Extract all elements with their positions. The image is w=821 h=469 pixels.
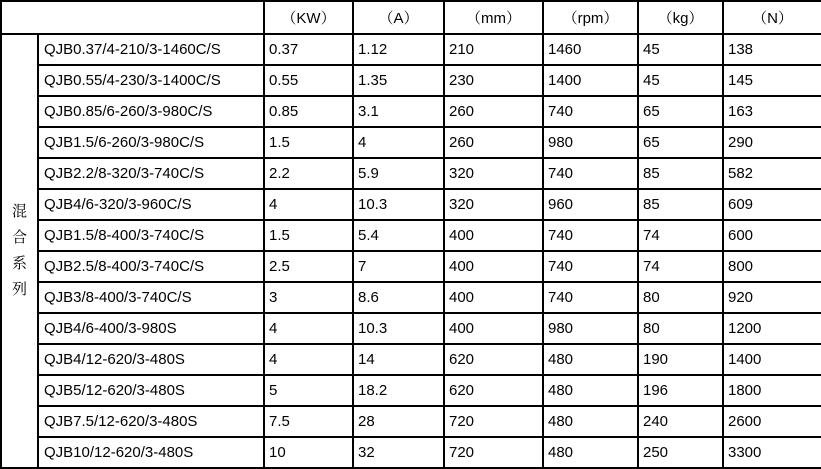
- table-row: [1, 158, 821, 189]
- value-cell-a: 10.3: [353, 189, 444, 220]
- value-cell-a: 28: [353, 406, 444, 437]
- model-cell: QJB0.37/4-210/3-1460C/S: [38, 34, 264, 65]
- value-cell-mm: 720: [444, 437, 543, 468]
- value-cell-kg: 196: [638, 375, 723, 406]
- value-cell-mm: 620: [444, 375, 543, 406]
- value-cell-kg: 74: [638, 220, 723, 251]
- value-cell-a: 14: [353, 344, 444, 375]
- value-cell-kw: 7.5: [264, 406, 353, 437]
- series-label-char: 系: [11, 255, 27, 272]
- value-cell-n: 800: [723, 251, 821, 282]
- value-cell-a: 1.12: [353, 34, 444, 65]
- model-cell: QJB2.2/8-320/3-740C/S: [38, 158, 264, 189]
- value-cell-rpm: 480: [543, 437, 638, 468]
- model-cell: QJB4/12-620/3-480S: [38, 344, 264, 375]
- value-cell-kg: 85: [638, 189, 723, 220]
- value-cell-kg: 240: [638, 406, 723, 437]
- value-cell-rpm: 980: [543, 127, 638, 158]
- model-cell: QJB10/12-620/3-480S: [38, 437, 264, 468]
- value-cell-kw: 5: [264, 375, 353, 406]
- value-cell-rpm: 740: [543, 220, 638, 251]
- value-cell-n: 1400: [723, 344, 821, 375]
- value-cell-a: 18.2: [353, 375, 444, 406]
- value-cell-n: 290: [723, 127, 821, 158]
- model-cell: QJB3/8-400/3-740C/S: [38, 282, 264, 313]
- value-cell-mm: 210: [444, 34, 543, 65]
- corner-cell: [1, 1, 264, 34]
- col-header-power-kw: （KW）: [264, 1, 353, 34]
- value-cell-kg: 190: [638, 344, 723, 375]
- value-cell-a: 5.9: [353, 158, 444, 189]
- value-cell-rpm: 740: [543, 96, 638, 127]
- table-row: [1, 127, 821, 158]
- table-row: [1, 220, 821, 251]
- value-cell-n: 600: [723, 220, 821, 251]
- model-cell: QJB7.5/12-620/3-480S: [38, 406, 264, 437]
- value-cell-kg: 250: [638, 437, 723, 468]
- value-cell-n: 920: [723, 282, 821, 313]
- col-header-current-a: （A）: [353, 1, 444, 34]
- table-row: [1, 313, 821, 344]
- value-cell-a: 10.3: [353, 313, 444, 344]
- value-cell-n: 1800: [723, 375, 821, 406]
- value-cell-mm: 260: [444, 127, 543, 158]
- table-row: [1, 251, 821, 282]
- value-cell-kw: 0.37: [264, 34, 353, 65]
- table-row: [1, 65, 821, 96]
- value-cell-rpm: 960: [543, 189, 638, 220]
- value-cell-mm: 400: [444, 313, 543, 344]
- value-cell-a: 3.1: [353, 96, 444, 127]
- value-cell-kg: 45: [638, 34, 723, 65]
- value-cell-n: 145: [723, 65, 821, 96]
- value-cell-kg: 80: [638, 282, 723, 313]
- value-cell-a: 8.6: [353, 282, 444, 313]
- value-cell-a: 5.4: [353, 220, 444, 251]
- model-cell: QJB2.5/8-400/3-740C/S: [38, 251, 264, 282]
- value-cell-rpm: 980: [543, 313, 638, 344]
- value-cell-a: 32: [353, 437, 444, 468]
- value-cell-rpm: 480: [543, 406, 638, 437]
- value-cell-n: 163: [723, 96, 821, 127]
- value-cell-kw: 0.55: [264, 65, 353, 96]
- value-cell-kw: 4: [264, 189, 353, 220]
- value-cell-kw: 1.5: [264, 127, 353, 158]
- value-cell-mm: 230: [444, 65, 543, 96]
- model-cell: QJB5/12-620/3-480S: [38, 375, 264, 406]
- value-cell-kw: 1.5: [264, 220, 353, 251]
- value-cell-mm: 400: [444, 251, 543, 282]
- value-cell-kw: 10: [264, 437, 353, 468]
- model-cell: QJB1.5/8-400/3-740C/S: [38, 220, 264, 251]
- value-cell-n: 1200: [723, 313, 821, 344]
- table-row: [1, 437, 821, 468]
- value-cell-mm: 400: [444, 220, 543, 251]
- value-cell-n: 138: [723, 34, 821, 65]
- table-row: [1, 34, 821, 65]
- table-row: [1, 282, 821, 313]
- value-cell-rpm: 740: [543, 158, 638, 189]
- table-row: [1, 189, 821, 220]
- model-cell: QJB0.85/6-260/3-980C/S: [38, 96, 264, 127]
- value-cell-kg: 85: [638, 158, 723, 189]
- col-header-thrust-n: （N）: [723, 1, 821, 34]
- value-cell-a: 7: [353, 251, 444, 282]
- value-cell-mm: 400: [444, 282, 543, 313]
- value-cell-kw: 3: [264, 282, 353, 313]
- value-cell-rpm: 1460: [543, 34, 638, 65]
- value-cell-rpm: 480: [543, 344, 638, 375]
- col-header-weight-kg: （kg）: [638, 1, 723, 34]
- value-cell-a: 1.35: [353, 65, 444, 96]
- model-cell: QJB4/6-400/3-980S: [38, 313, 264, 344]
- table-header: [1, 1, 821, 34]
- col-header-diameter-mm: （mm）: [444, 1, 543, 34]
- value-cell-rpm: 740: [543, 282, 638, 313]
- value-cell-n: 2600: [723, 406, 821, 437]
- value-cell-n: 609: [723, 189, 821, 220]
- value-cell-mm: 320: [444, 189, 543, 220]
- table-row: [1, 344, 821, 375]
- col-header-speed-rpm: （rpm）: [543, 1, 638, 34]
- model-cell: QJB4/6-320/3-960C/S: [38, 189, 264, 220]
- value-cell-kg: 45: [638, 65, 723, 96]
- table-row: [1, 375, 821, 406]
- value-cell-kg: 65: [638, 96, 723, 127]
- value-cell-kw: 0.85: [264, 96, 353, 127]
- value-cell-mm: 720: [444, 406, 543, 437]
- table-row: [1, 406, 821, 437]
- value-cell-n: 582: [723, 158, 821, 189]
- value-cell-mm: 260: [444, 96, 543, 127]
- value-cell-n: 3300: [723, 437, 821, 468]
- value-cell-kw: 2.5: [264, 251, 353, 282]
- value-cell-rpm: 480: [543, 375, 638, 406]
- value-cell-mm: 320: [444, 158, 543, 189]
- value-cell-a: 4: [353, 127, 444, 158]
- value-cell-kw: 4: [264, 313, 353, 344]
- table-row: [1, 96, 821, 127]
- series-label-char: 列: [11, 281, 27, 298]
- value-cell-rpm: 740: [543, 251, 638, 282]
- value-cell-kw: 2.2: [264, 158, 353, 189]
- value-cell-mm: 620: [444, 344, 543, 375]
- model-cell: QJB0.55/4-230/3-1400C/S: [38, 65, 264, 96]
- series-label-char: 混: [11, 203, 27, 220]
- model-cell: QJB1.5/6-260/3-980C/S: [38, 127, 264, 158]
- series-label-cell: [1, 34, 38, 468]
- value-cell-rpm: 1400: [543, 65, 638, 96]
- value-cell-kg: 80: [638, 313, 723, 344]
- value-cell-kw: 4: [264, 344, 353, 375]
- table-body: [1, 34, 821, 468]
- value-cell-kg: 74: [638, 251, 723, 282]
- series-label-char: 合: [11, 229, 27, 246]
- header-row: [1, 1, 821, 34]
- value-cell-kg: 65: [638, 127, 723, 158]
